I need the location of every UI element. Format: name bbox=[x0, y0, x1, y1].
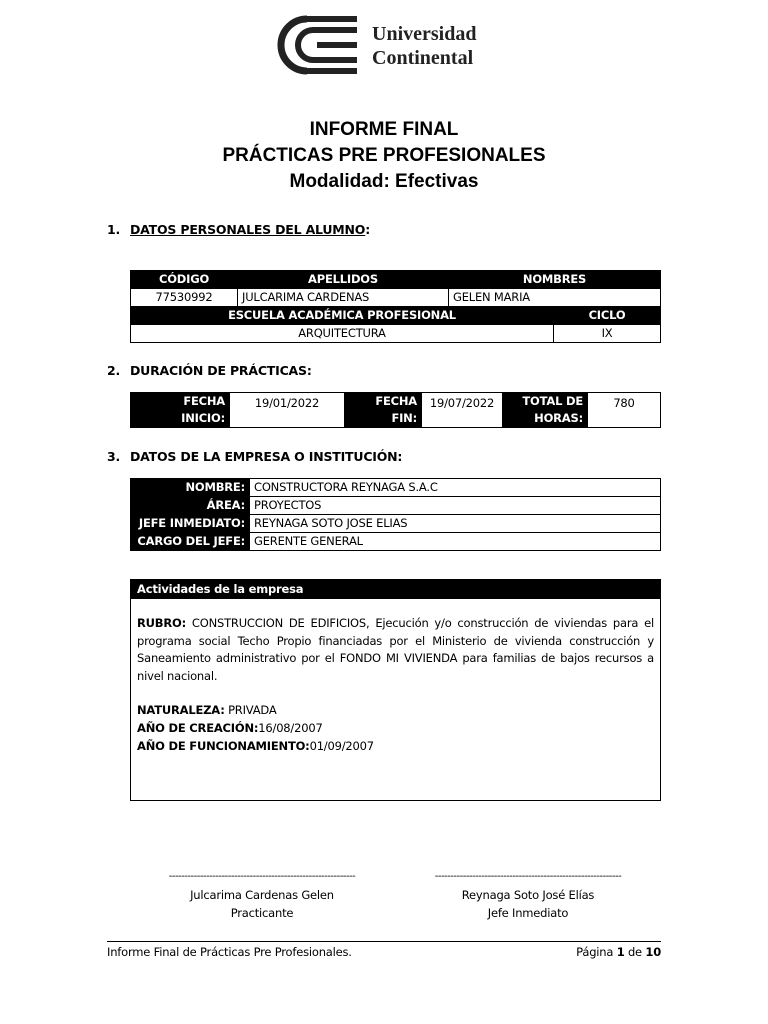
funcionamiento-label: AÑO DE FUNCIONAMIENTO: bbox=[137, 738, 310, 753]
signature-left-name: Julcarima Cardenas Gelen bbox=[190, 888, 334, 902]
university-logo-icon bbox=[277, 15, 361, 75]
fecha-fin-label bbox=[345, 393, 422, 428]
total-horas-label-1: TOTAL DE bbox=[522, 394, 583, 408]
company-boss-role-label: CARGO DEL JEFE: bbox=[131, 533, 250, 551]
creacion-label: AÑO DE CREACIÓN: bbox=[137, 720, 259, 735]
total-horas-label-2: HORAS: bbox=[534, 411, 583, 425]
total-horas-value: 780 bbox=[588, 393, 661, 428]
student-escuela: ARQUITECTURA bbox=[131, 325, 554, 343]
fecha-inicio-label-2: INICIO: bbox=[181, 411, 225, 425]
header-codigo: CÓDIGO bbox=[131, 271, 238, 289]
activities-box bbox=[130, 579, 661, 801]
student-apellidos: JULCARIMA CARDENAS bbox=[238, 289, 449, 307]
signature-left-role: Practicante bbox=[230, 906, 294, 920]
rubro-paragraph bbox=[137, 615, 654, 685]
creacion-value: 16/08/2007 bbox=[258, 720, 323, 735]
header-ciclo: CICLO bbox=[554, 307, 661, 325]
footer-of-word: de bbox=[624, 945, 646, 959]
fecha-fin-value: 19/07/2022 bbox=[422, 393, 503, 428]
signature-right-role: Jefe Inmediato bbox=[487, 906, 569, 920]
rubro-label: RUBRO: bbox=[137, 616, 186, 630]
footer-page-current: 1 bbox=[616, 945, 625, 959]
company-boss-value: REYNAGA SOTO JOSE ELIAS bbox=[250, 515, 661, 533]
funcionamiento-line bbox=[137, 738, 654, 756]
student-data-table bbox=[130, 270, 661, 343]
section-3-title: DATOS DE LA EMPRESA O INSTITUCIÓN: bbox=[130, 449, 403, 464]
fecha-inicio-label bbox=[131, 393, 230, 428]
signature-line-left: ------------------------------------------------------------ bbox=[168, 871, 356, 882]
logo-line-1: Universidad bbox=[372, 23, 477, 45]
header-escuela: ESCUELA ACADÉMICA PROFESIONAL bbox=[131, 307, 554, 325]
company-boss-label: JEFE INMEDIATO: bbox=[131, 515, 250, 533]
header-apellidos: APELLIDOS bbox=[238, 271, 449, 289]
duration-table bbox=[130, 392, 661, 428]
student-codigo: 77530992 bbox=[131, 289, 238, 307]
activities-body bbox=[131, 599, 660, 755]
footer-page-total: 10 bbox=[645, 945, 661, 959]
activities-header: Actividades de la empresa bbox=[131, 580, 660, 599]
signature-practicante bbox=[142, 868, 382, 922]
company-name-value: CONSTRUCTORA REYNAGA S.A.C bbox=[250, 479, 661, 497]
section-3-number: 3. bbox=[107, 449, 121, 464]
company-name-label: NOMBRE: bbox=[131, 479, 250, 497]
footer-page-number bbox=[576, 945, 661, 959]
company-table bbox=[130, 478, 661, 551]
footer-document-title: Informe Final de Prácticas Pre Profesionales. bbox=[107, 945, 352, 959]
total-horas-label bbox=[503, 393, 588, 428]
section-2-number: 2. bbox=[107, 363, 121, 378]
student-nombres: GELEN MARIA bbox=[449, 289, 661, 307]
title-line-1: INFORME FINAL bbox=[309, 119, 459, 140]
title-line-2: PRÁCTICAS PRE PROFESIONALES bbox=[222, 145, 546, 166]
footer-page-word: Página bbox=[576, 945, 617, 959]
signature-right-name: Reynaga Soto José Elías bbox=[461, 888, 595, 902]
header-nombres: NOMBRES bbox=[449, 271, 661, 289]
company-area-label: ÁREA: bbox=[131, 497, 250, 515]
fecha-inicio-value: 19/01/2022 bbox=[230, 393, 345, 428]
naturaleza-label: NATURALEZA: bbox=[137, 703, 225, 718]
logo-line-2: Continental bbox=[372, 47, 474, 69]
section-1-colon: : bbox=[365, 222, 371, 237]
footer-divider bbox=[107, 941, 661, 942]
section-1-number: 1. bbox=[107, 222, 121, 237]
rubro-text: CONSTRUCCION DE EDIFICIOS, Ejecución y/o construcción de viviendas para el programa social Techo Propio financiadas por el Ministerio de vivienda construcción y Saneamiento administrativo por el FONDO MI VIVIENDA para familias de bajos recursos a nivel nacional. bbox=[137, 616, 654, 683]
signature-jefe bbox=[408, 868, 648, 922]
naturaleza-line bbox=[137, 702, 654, 720]
section-2-title: DURACIÓN DE PRÁCTICAS: bbox=[130, 363, 312, 378]
student-ciclo: IX bbox=[554, 325, 661, 343]
fecha-inicio-label-1: FECHA bbox=[183, 394, 225, 408]
section-1-heading bbox=[107, 222, 370, 237]
university-logo-text bbox=[372, 22, 476, 70]
section-2-heading bbox=[107, 363, 312, 378]
title-line-3: Modalidad: Efectivas bbox=[289, 171, 479, 192]
section-1-title: DATOS PERSONALES DEL ALUMNO bbox=[130, 222, 366, 237]
company-boss-role-value: GERENTE GENERAL bbox=[250, 533, 661, 551]
signature-line-right: ------------------------------------------------------------ bbox=[434, 871, 622, 882]
fecha-fin-label-2: FIN: bbox=[391, 411, 417, 425]
fecha-fin-label-1: FECHA bbox=[375, 394, 417, 408]
naturaleza-value: PRIVADA bbox=[224, 703, 277, 718]
company-area-value: PROYECTOS bbox=[250, 497, 661, 515]
funcionamiento-value: 01/09/2007 bbox=[309, 738, 374, 753]
creacion-line bbox=[137, 720, 654, 738]
section-3-heading bbox=[107, 449, 402, 464]
